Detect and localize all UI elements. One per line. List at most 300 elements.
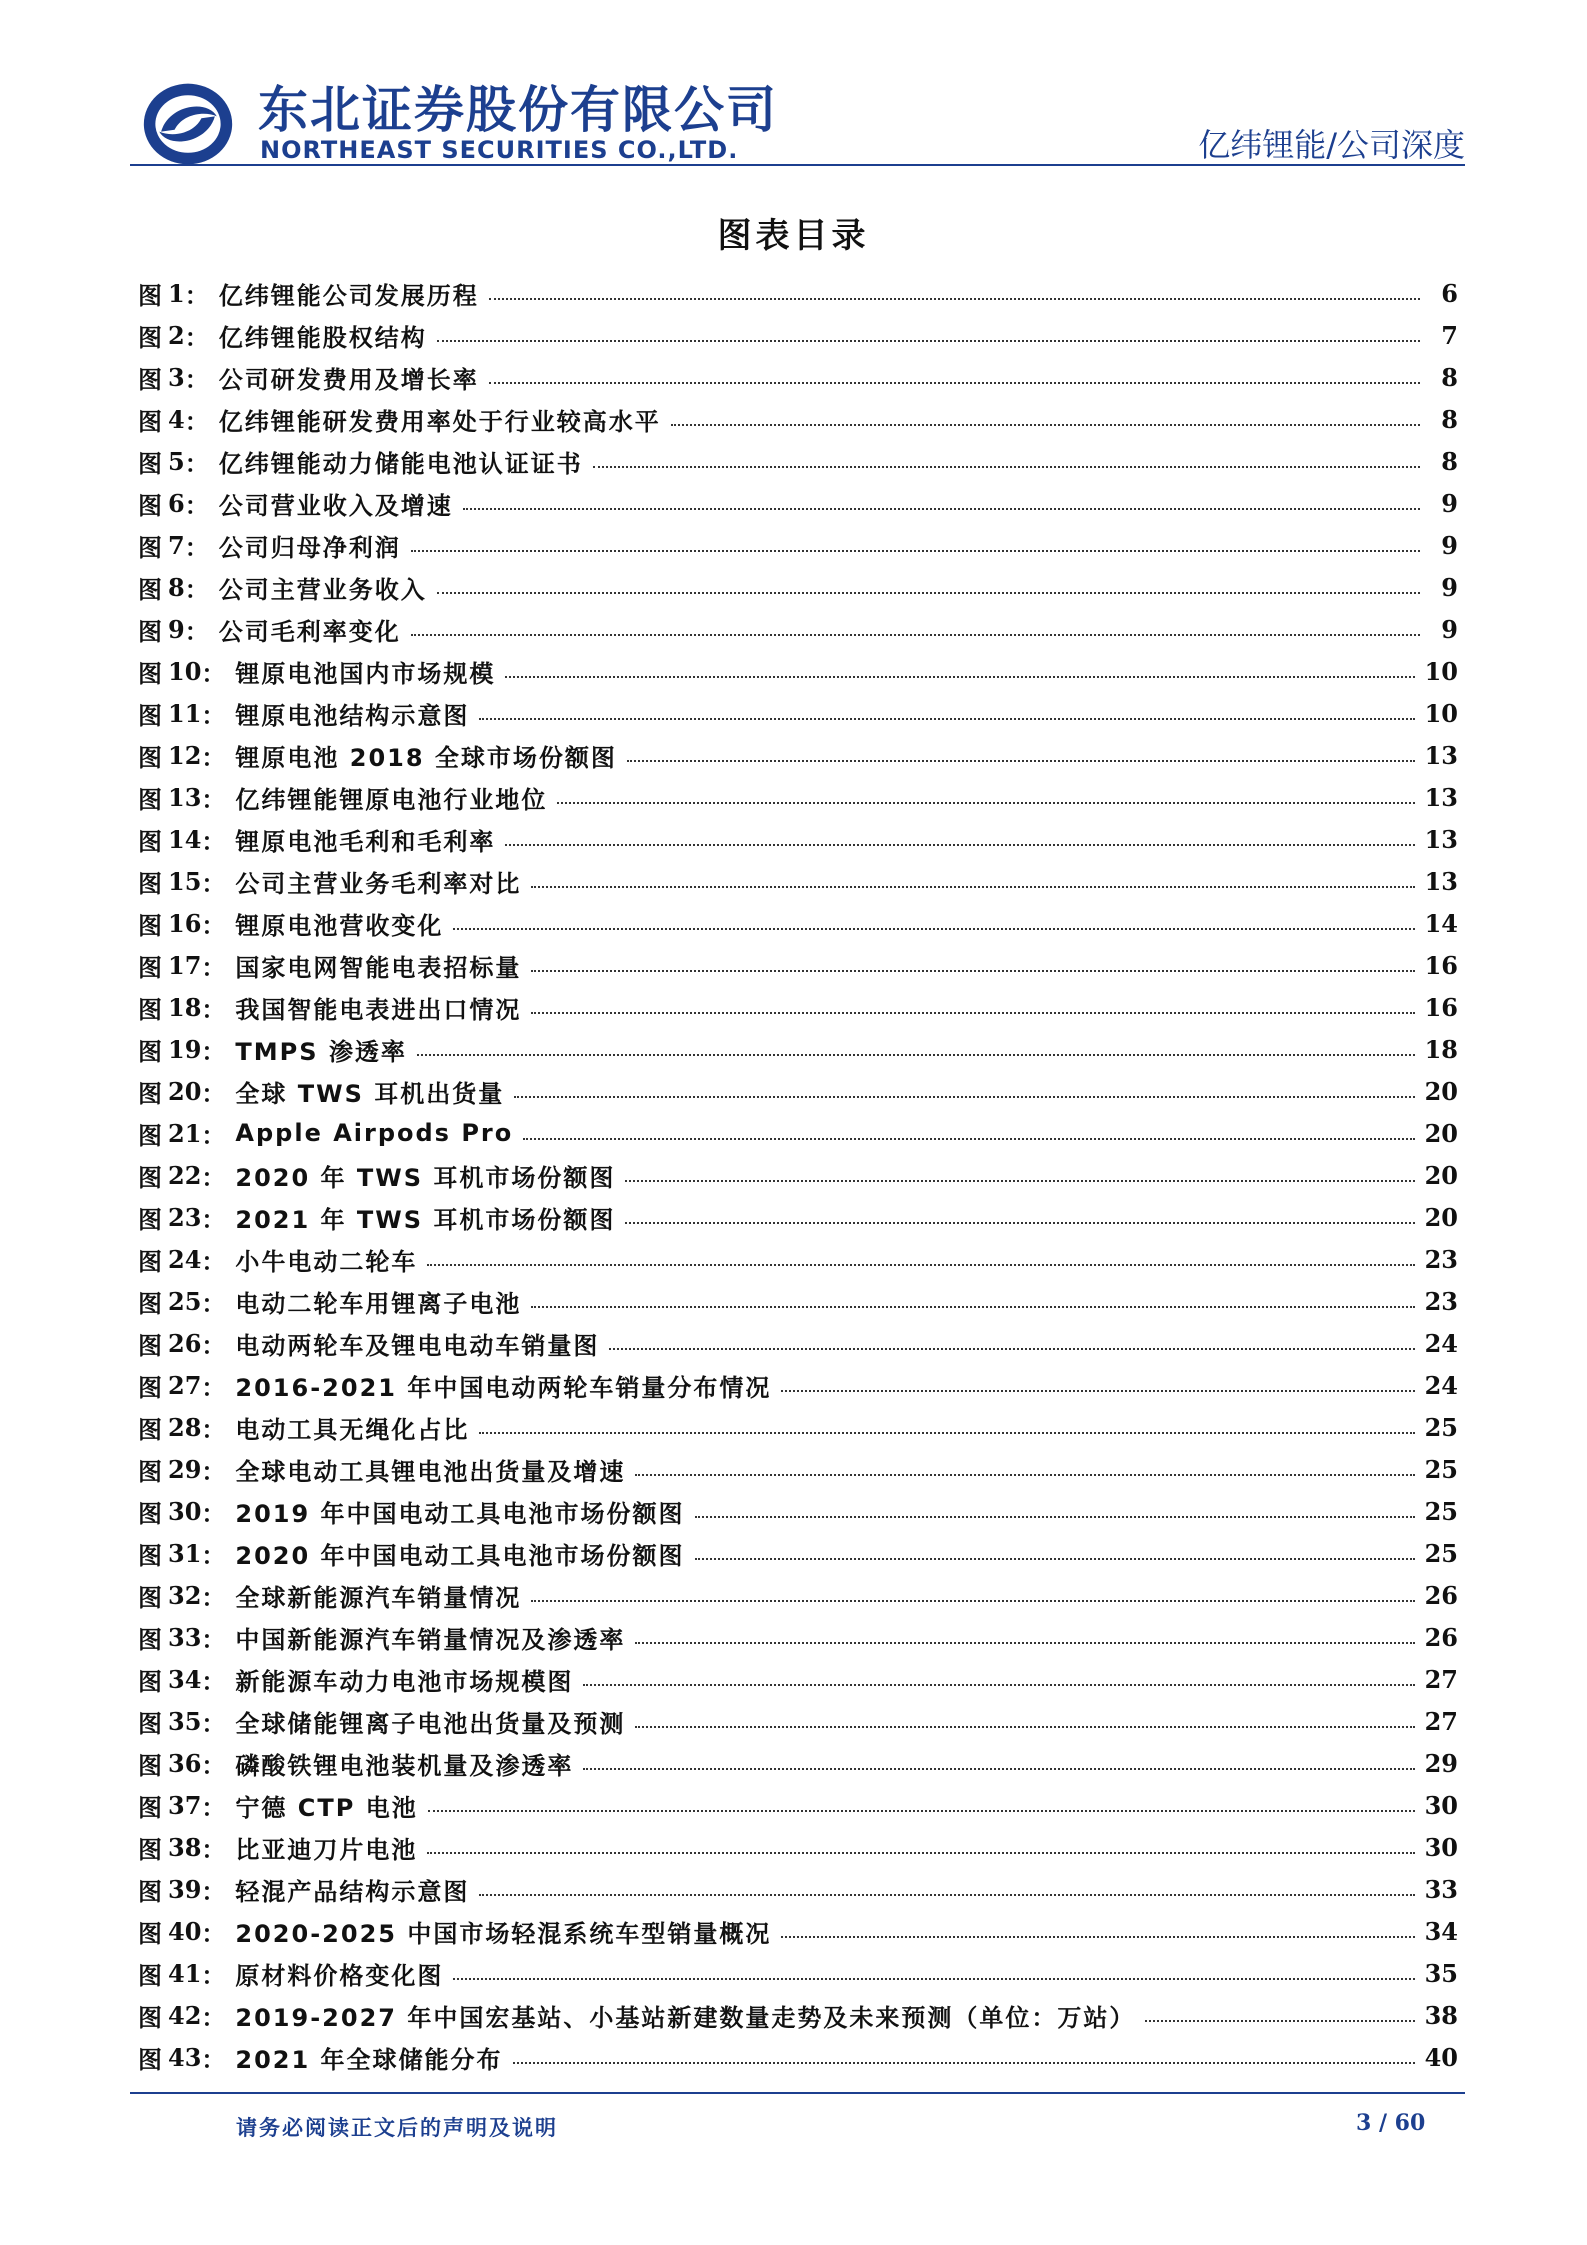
toc-entry[interactable] [138, 1322, 1458, 1364]
toc-entry-colon: ： [201, 1708, 226, 1738]
toc-entry-page: 8 [1441, 404, 1458, 434]
toc-entry-label: 全球新能源汽车销量情况 [235, 1583, 522, 1612]
toc-entry-page: 20 [1424, 1076, 1458, 1106]
toc-entry-page: 7 [1441, 320, 1458, 350]
toc-entry-page: 23 [1424, 1286, 1458, 1316]
toc-entry-page: 18 [1424, 1034, 1458, 1064]
toc-entry-label: 原材料价格变化图 [235, 1961, 444, 1990]
toc-entry-colon: ： [201, 1834, 226, 1864]
toc-entry-prefix: 图 [138, 743, 168, 772]
toc-entry-number: 16 [168, 908, 202, 938]
toc-entry-page: 13 [1424, 866, 1458, 896]
footer-divider [130, 2092, 1465, 2094]
toc-entry-colon: ： [184, 280, 209, 310]
toc-entry-page: 23 [1424, 1244, 1458, 1274]
toc-entry-leader [583, 1684, 1414, 1686]
toc-entry[interactable] [138, 1070, 1458, 1112]
toc-entry-label: 公司主营业务收入 [218, 575, 427, 604]
toc-entry-label: 2021 年 TWS 耳机市场份额图 [235, 1205, 616, 1234]
toc-entry-number: 27 [168, 1370, 202, 1400]
toc-entry-prefix: 图 [138, 1541, 168, 1570]
toc-entry-leader [411, 550, 1420, 552]
toc-entry-number: 21 [168, 1118, 202, 1148]
toc-entry-leader [513, 2062, 1415, 2064]
toc-entry-number: 33 [168, 1622, 202, 1652]
toc-entry[interactable] [138, 440, 1458, 482]
toc-entry-colon: ： [201, 1666, 226, 1696]
toc-entry-colon: ： [201, 1330, 226, 1360]
toc-entry-leader [531, 1012, 1414, 1014]
toc-entry-prefix: 图 [138, 1793, 168, 1822]
toc-entry-number: 40 [168, 1916, 202, 1946]
toc-entry-leader [557, 802, 1414, 804]
toc-entry-leader [781, 1936, 1414, 1938]
toc-entry-prefix: 图 [138, 1121, 168, 1150]
toc-entry-number: 8 [168, 572, 185, 602]
toc-entry-leader [583, 1768, 1414, 1770]
toc-entry-label: 公司研发费用及增长率 [218, 365, 479, 394]
toc-entry[interactable] [138, 692, 1458, 734]
toc-entry-leader [427, 1264, 1414, 1266]
toc-entry[interactable] [138, 776, 1458, 818]
toc-entry-label: 电动两轮车及锂电电动车销量图 [235, 1331, 600, 1360]
toc-entry[interactable] [138, 1154, 1458, 1196]
toc-entry-prefix: 图 [138, 1835, 168, 1864]
toc-entry-number: 15 [168, 866, 202, 896]
toc-entry-page: 25 [1424, 1454, 1458, 1484]
toc-entry-prefix: 图 [138, 2003, 168, 2032]
toc-entry-page: 20 [1424, 1202, 1458, 1232]
toc-entry-colon: ： [201, 2044, 226, 2074]
toc-entry-leader [627, 760, 1415, 762]
toc-entry-page: 13 [1424, 782, 1458, 812]
toc-entry[interactable] [138, 860, 1458, 902]
toc-entry-prefix: 图 [138, 1289, 168, 1318]
toc-entry-number: 11 [168, 698, 202, 728]
toc-entry-prefix: 图 [138, 281, 168, 310]
toc-entry-label: 2020 年 TWS 耳机市场份额图 [235, 1163, 616, 1192]
toc-entry-prefix: 图 [138, 2045, 168, 2074]
toc-entry-leader [479, 1432, 1414, 1434]
toc-entry-page: 20 [1424, 1118, 1458, 1148]
toc-entry[interactable] [138, 1364, 1458, 1406]
toc-entry[interactable] [138, 2036, 1458, 2078]
toc-entry-label: 亿纬锂能动力储能电池认证证书 [218, 449, 583, 478]
toc-entry-leader [625, 1222, 1414, 1224]
toc-entry-page: 35 [1424, 1958, 1458, 1988]
toc-entry-page: 27 [1424, 1706, 1458, 1736]
toc-entry[interactable] [138, 1028, 1458, 1070]
toc-entry-number: 20 [168, 1076, 202, 1106]
toc-entry-prefix: 图 [138, 1667, 168, 1696]
toc-list [138, 272, 1458, 2078]
toc-entry-colon: ： [184, 322, 209, 352]
toc-entry-page: 27 [1424, 1664, 1458, 1694]
toc-entry-colon: ： [201, 1624, 226, 1654]
toc-entry-prefix: 图 [138, 1163, 168, 1192]
toc-entry-label: 2020-2025 中国市场轻混系统车型销量概况 [235, 1919, 772, 1948]
toc-title: 图表目录 [717, 216, 870, 256]
toc-entry-prefix: 图 [138, 491, 168, 520]
toc-entry-number: 12 [168, 740, 202, 770]
toc-entry-number: 9 [168, 614, 185, 644]
toc-entry-prefix: 图 [138, 1709, 168, 1738]
toc-entry-prefix: 图 [138, 701, 168, 730]
toc-entry-colon: ： [184, 616, 209, 646]
toc-entry-leader [479, 1894, 1414, 1896]
toc-entry[interactable] [138, 482, 1458, 524]
toc-entry-leader [428, 1810, 1415, 1812]
toc-entry-prefix: 图 [138, 995, 168, 1024]
toc-entry-number: 29 [168, 1454, 202, 1484]
toc-entry-page: 20 [1424, 1160, 1458, 1190]
toc-entry-leader [695, 1558, 1415, 1560]
toc-entry-label: 电动工具无绳化占比 [235, 1415, 470, 1444]
toc-entry-leader [523, 1138, 1414, 1140]
toc-entry-leader [489, 298, 1420, 300]
toc-entry-colon: ： [201, 1162, 226, 1192]
toc-entry-number: 26 [168, 1328, 202, 1358]
toc-entry-colon: ： [201, 994, 226, 1024]
toc-entry-label: 亿纬锂能研发费用率处于行业较高水平 [218, 407, 661, 436]
toc-entry-leader [625, 1180, 1414, 1182]
toc-entry-number: 22 [168, 1160, 202, 1190]
toc-entry[interactable] [138, 1784, 1458, 1826]
toc-entry-colon: ： [201, 784, 226, 814]
toc-entry-page: 26 [1424, 1622, 1458, 1652]
toc-entry-leader [505, 676, 1414, 678]
toc-entry-prefix: 图 [138, 617, 168, 646]
toc-entry-number: 32 [168, 1580, 202, 1610]
toc-entry[interactable] [138, 1742, 1458, 1784]
toc-entry-colon: ： [201, 1204, 226, 1234]
toc-entry[interactable] [138, 356, 1458, 398]
toc-entry-prefix: 图 [138, 1751, 168, 1780]
toc-entry-prefix: 图 [138, 869, 168, 898]
toc-entry-colon: ： [184, 574, 209, 604]
toc-entry-prefix: 图 [138, 1037, 168, 1066]
toc-entry-prefix: 图 [138, 1625, 168, 1654]
toc-entry-leader [427, 1852, 1414, 1854]
toc-entry[interactable] [138, 566, 1458, 608]
toc-entry-number: 42 [168, 2000, 202, 2030]
toc-entry-colon: ： [184, 490, 209, 520]
toc-entry-label: 全球储能锂离子电池出货量及预测 [235, 1709, 626, 1738]
toc-entry-prefix: 图 [138, 449, 168, 478]
toc-entry-prefix: 图 [138, 1415, 168, 1444]
toc-entry[interactable] [138, 1238, 1458, 1280]
toc-entry[interactable] [138, 1574, 1458, 1616]
toc-entry-colon: ： [201, 1876, 226, 1906]
toc-entry[interactable] [138, 1826, 1458, 1868]
company-name-en: NORTHEAST SECURITIES CO.,LTD. [260, 136, 739, 164]
toc-entry-page: 13 [1424, 740, 1458, 770]
toc-entry-leader [437, 592, 1420, 594]
toc-entry-number: 5 [168, 446, 185, 476]
toc-entry[interactable] [138, 314, 1458, 356]
toc-entry-page: 33 [1424, 1874, 1458, 1904]
toc-entry-number: 13 [168, 782, 202, 812]
toc-entry-page: 9 [1441, 614, 1458, 644]
toc-entry-colon: ： [201, 1750, 226, 1780]
toc-entry-label: 公司主营业务毛利率对比 [235, 869, 522, 898]
toc-entry-colon: ： [201, 1036, 226, 1066]
toc-entry-number: 25 [168, 1286, 202, 1316]
toc-entry-prefix: 图 [138, 659, 168, 688]
toc-entry-page: 6 [1441, 278, 1458, 308]
toc-entry-colon: ： [201, 1246, 226, 1276]
toc-entry-label: 2020 年中国电动工具电池市场份额图 [235, 1541, 685, 1570]
toc-entry-page: 26 [1424, 1580, 1458, 1610]
toc-entry-prefix: 图 [138, 953, 168, 982]
toc-entry-number: 1 [168, 278, 185, 308]
toc-entry-prefix: 图 [138, 1499, 168, 1528]
toc-entry-label: 锂原电池结构示意图 [235, 701, 470, 730]
toc-entry-colon: ： [201, 1498, 226, 1528]
company-name-cn: 东北证券股份有限公司 [258, 81, 778, 139]
northeast-securities-logo-icon [140, 76, 236, 172]
toc-entry-number: 7 [168, 530, 185, 560]
toc-entry-prefix: 图 [138, 911, 168, 940]
toc-entry-number: 39 [168, 1874, 202, 1904]
toc-entry-label: 全球 TWS 耳机出货量 [235, 1079, 505, 1108]
toc-entry-number: 24 [168, 1244, 202, 1274]
toc-entry-number: 37 [168, 1790, 202, 1820]
toc-entry-page: 8 [1441, 446, 1458, 476]
toc-entry-label: 2019-2027 年中国宏基站、小基站新建数量走势及未来预测（单位：万站） [235, 2003, 1136, 2032]
toc-entry-colon: ： [184, 364, 209, 394]
toc-entry[interactable] [138, 1868, 1458, 1910]
toc-entry-label: 锂原电池营收变化 [235, 911, 444, 940]
toc-entry-label: 国家电网智能电表招标量 [235, 953, 522, 982]
toc-entry[interactable] [138, 1616, 1458, 1658]
toc-entry-leader [437, 340, 1420, 342]
toc-entry-number: 43 [168, 2042, 202, 2072]
toc-entry-label: 比亚迪刀片电池 [235, 1835, 418, 1864]
toc-entry-page: 40 [1424, 2042, 1458, 2072]
toc-entry-page: 9 [1441, 530, 1458, 560]
toc-entry[interactable] [138, 1994, 1458, 2036]
toc-entry-colon: ： [201, 1792, 226, 1822]
toc-entry[interactable] [138, 1112, 1458, 1154]
toc-entry-leader [411, 634, 1420, 636]
toc-entry-leader [531, 970, 1414, 972]
toc-entry[interactable] [138, 1532, 1458, 1574]
toc-entry-leader [531, 886, 1414, 888]
toc-entry-number: 41 [168, 1958, 202, 1988]
toc-entry-label: 锂原电池 2018 全球市场份额图 [235, 743, 617, 772]
toc-entry[interactable] [138, 398, 1458, 440]
toc-entry-number: 19 [168, 1034, 202, 1064]
toc-entry-number: 36 [168, 1748, 202, 1778]
toc-entry-page: 25 [1424, 1412, 1458, 1442]
toc-entry[interactable] [138, 986, 1458, 1028]
toc-entry-label: 全球电动工具锂电池出货量及增速 [235, 1457, 626, 1486]
toc-entry-prefix: 图 [138, 1373, 168, 1402]
toc-entry-page: 14 [1424, 908, 1458, 938]
toc-entry[interactable] [138, 818, 1458, 860]
toc-entry-colon: ： [201, 1288, 226, 1318]
toc-entry-colon: ： [201, 700, 226, 730]
toc-entry-label: 轻混产品结构示意图 [235, 1877, 470, 1906]
toc-entry-page: 30 [1424, 1790, 1458, 1820]
toc-entry[interactable] [138, 1658, 1458, 1700]
toc-entry-page: 24 [1424, 1370, 1458, 1400]
toc-entry[interactable] [138, 944, 1458, 986]
toc-entry-prefix: 图 [138, 1877, 168, 1906]
footer-disclaimer: 请务必阅读正文后的声明及说明 [236, 2116, 558, 2140]
toc-entry-page: 9 [1441, 488, 1458, 518]
toc-entry-leader [417, 1054, 1415, 1056]
toc-entry[interactable] [138, 1406, 1458, 1448]
toc-entry-colon: ： [201, 826, 226, 856]
toc-entry-label: 锂原电池毛利和毛利率 [235, 827, 496, 856]
toc-entry[interactable] [138, 650, 1458, 692]
toc-entry-number: 10 [168, 656, 202, 686]
toc-entry-prefix: 图 [138, 1961, 168, 1990]
toc-entry-page: 8 [1441, 362, 1458, 392]
toc-entry[interactable] [138, 608, 1458, 650]
header-divider [130, 164, 1465, 166]
toc-entry-leader [781, 1390, 1414, 1392]
toc-entry-colon: ： [201, 2002, 226, 2032]
toc-entry-leader [453, 1978, 1414, 1980]
toc-entry-leader [489, 382, 1420, 384]
toc-entry[interactable] [138, 1952, 1458, 1994]
toc-entry-label: 锂原电池国内市场规模 [235, 659, 496, 688]
toc-entry-leader [695, 1516, 1415, 1518]
toc-entry-page: 30 [1424, 1832, 1458, 1862]
toc-entry-page: 29 [1424, 1748, 1458, 1778]
toc-entry-leader [531, 1600, 1414, 1602]
toc-entry-page: 9 [1441, 572, 1458, 602]
page-number: 3 / 60 [1356, 2110, 1426, 2136]
toc-entry-colon: ： [184, 406, 209, 436]
toc-entry-leader [505, 844, 1414, 846]
toc-entry[interactable] [138, 902, 1458, 944]
toc-entry-colon: ： [201, 1540, 226, 1570]
toc-entry-prefix: 图 [138, 407, 168, 436]
toc-entry-colon: ： [201, 1918, 226, 1948]
toc-entry[interactable] [138, 1196, 1458, 1238]
toc-entry-number: 28 [168, 1412, 202, 1442]
toc-entry-page: 16 [1424, 950, 1458, 980]
toc-entry-prefix: 图 [138, 323, 168, 352]
toc-entry-leader [609, 1348, 1414, 1350]
toc-entry[interactable] [138, 1490, 1458, 1532]
toc-entry-leader [514, 1096, 1414, 1098]
toc-entry[interactable] [138, 524, 1458, 566]
toc-entry[interactable] [138, 1700, 1458, 1742]
toc-entry-prefix: 图 [138, 533, 168, 562]
toc-entry-number: 23 [168, 1202, 202, 1232]
toc-entry-colon: ： [184, 532, 209, 562]
toc-entry-page: 16 [1424, 992, 1458, 1022]
toc-entry-label: 亿纬锂能股权结构 [218, 323, 427, 352]
toc-entry-label: 公司毛利率变化 [218, 617, 401, 646]
toc-entry-leader [1145, 2020, 1414, 2022]
toc-entry-leader [453, 928, 1414, 930]
toc-entry-label: 公司营业收入及增速 [218, 491, 453, 520]
toc-entry-page: 10 [1424, 656, 1458, 686]
toc-entry-label: Apple Airpods Pro [235, 1119, 514, 1147]
toc-entry-number: 18 [168, 992, 202, 1022]
toc-entry-leader [531, 1306, 1414, 1308]
toc-entry-page: 24 [1424, 1328, 1458, 1358]
toc-entry-label: 宁德 CTP 电池 [235, 1793, 418, 1822]
toc-entry-leader [671, 424, 1420, 426]
toc-entry-colon: ： [201, 742, 226, 772]
toc-entry[interactable] [138, 1448, 1458, 1490]
toc-entry-colon: ： [201, 910, 226, 940]
toc-entry-label: 电动二轮车用锂离子电池 [235, 1289, 522, 1318]
toc-entry-page: 25 [1424, 1538, 1458, 1568]
toc-entry-prefix: 图 [138, 827, 168, 856]
toc-entry-prefix: 图 [138, 785, 168, 814]
toc-entry-colon: ： [201, 658, 226, 688]
toc-entry[interactable] [138, 734, 1458, 776]
toc-entry-colon: ： [201, 1960, 226, 1990]
toc-entry-page: 25 [1424, 1496, 1458, 1526]
toc-entry-number: 3 [168, 362, 185, 392]
toc-entry-leader [463, 508, 1420, 510]
page-header [130, 62, 1465, 162]
toc-entry-prefix: 图 [138, 1583, 168, 1612]
toc-entry-prefix: 图 [138, 1247, 168, 1276]
toc-entry[interactable] [138, 272, 1458, 314]
toc-entry-prefix: 图 [138, 575, 168, 604]
toc-entry-colon: ： [201, 1582, 226, 1612]
toc-entry-number: 38 [168, 1832, 202, 1862]
toc-entry-leader [635, 1726, 1414, 1728]
toc-entry[interactable] [138, 1280, 1458, 1322]
toc-entry-label: 小牛电动二轮车 [235, 1247, 418, 1276]
toc-entry-label: 新能源车动力电池市场规模图 [235, 1667, 574, 1696]
toc-entry-leader [635, 1474, 1414, 1476]
toc-entry-prefix: 图 [138, 1079, 168, 1108]
toc-entry-page: 10 [1424, 698, 1458, 728]
toc-entry-prefix: 图 [138, 365, 168, 394]
toc-entry-label: 磷酸铁锂电池装机量及渗透率 [235, 1751, 574, 1780]
toc-entry-label: 2021 年全球储能分布 [235, 2045, 503, 2074]
toc-entry-colon: ： [201, 1120, 226, 1150]
toc-entry-colon: ： [201, 868, 226, 898]
toc-entry-leader [593, 466, 1420, 468]
toc-entry-leader [479, 718, 1414, 720]
toc-entry-page: 38 [1424, 2000, 1458, 2030]
toc-entry-colon: ： [201, 1414, 226, 1444]
toc-entry-number: 4 [168, 404, 185, 434]
toc-entry-prefix: 图 [138, 1457, 168, 1486]
toc-entry-leader [635, 1642, 1414, 1644]
toc-entry-label: 亿纬锂能公司发展历程 [218, 281, 479, 310]
toc-entry-label: 我国智能电表进出口情况 [235, 995, 522, 1024]
toc-entry-number: 17 [168, 950, 202, 980]
toc-entry-label: TMPS 渗透率 [235, 1037, 407, 1066]
toc-entry-prefix: 图 [138, 1331, 168, 1360]
toc-entry-page: 34 [1424, 1916, 1458, 1946]
toc-entry-label: 亿纬锂能锂原电池行业地位 [235, 785, 548, 814]
toc-entry-number: 2 [168, 320, 185, 350]
toc-entry-colon: ： [184, 448, 209, 478]
toc-entry-number: 31 [168, 1538, 202, 1568]
toc-entry-colon: ： [201, 1078, 226, 1108]
toc-entry-prefix: 图 [138, 1205, 168, 1234]
toc-entry-label: 公司归母净利润 [218, 533, 401, 562]
toc-entry[interactable] [138, 1910, 1458, 1952]
toc-entry-colon: ： [201, 1372, 226, 1402]
toc-entry-number: 30 [168, 1496, 202, 1526]
